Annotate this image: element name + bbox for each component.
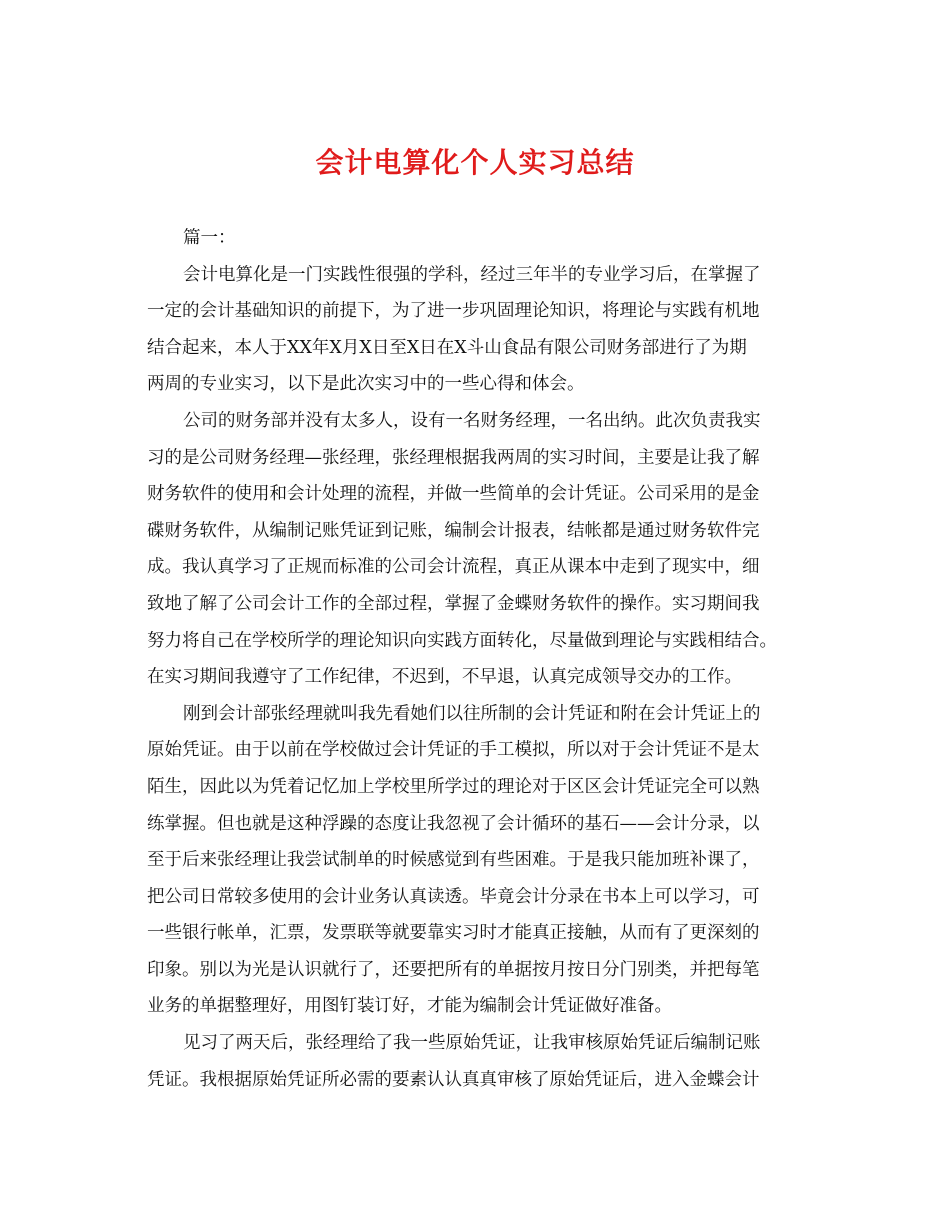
body-line: 会计电算化是一门实践性很强的学科，经过三年半的专业学习后，在掌握了 — [183, 264, 761, 285]
body-line: 刚到会计部张经理就叫我先看她们以往所制的会计凭证和附在会计凭证上的 — [183, 703, 761, 724]
body-line: 练掌握。但也就是这种浮躁的态度让我忽视了会计循环的基石——会计分录，以 — [147, 813, 760, 834]
body-line: 结合起来，本人于XX年X月X日至X日在X斗山食品有限公司财务部进行了为期 — [147, 337, 747, 358]
body-line: 一定的会计基础知识的前提下，为了进一步巩固理论知识，将理论与实践有机地 — [147, 301, 760, 322]
body-line: 印象。别以为光是认识就行了，还要把所有的单据按月按日分门别类，并把每笔 — [147, 959, 760, 980]
body-line: 碟财务软件，从编制记账凭证到记账，编制会计报表，结帐都是通过财务软件完 — [147, 520, 760, 541]
body-line: 一些银行帐单，汇票，发票联等就要靠实习时才能真正接触，从而有了更深刻的 — [147, 923, 760, 944]
section-label: 篇一： — [183, 228, 236, 248]
body-line: 把公司日常较多使用的会计业务认真读透。毕竟会计分录在书本上可以学习，可 — [147, 886, 760, 907]
body-line: 公司的财务部并没有太多人，设有一名财务经理，一名出纳。此次负责我实 — [183, 410, 761, 431]
body-line: 两周的专业实习，以下是此次实习中的一些心得和体会。 — [147, 374, 585, 395]
body-line: 凭证。我根据原始凭证所必需的要素认认真真审核了原始凭证后，进入金蝶会计 — [147, 1069, 760, 1090]
body-line: 原始凭证。由于以前在学校做过会计凭证的手工模拟，所以对于会计凭证不是太 — [147, 740, 760, 761]
body-line: 在实习期间我遵守了工作纪律，不迟到，不早退，认真完成领导交办的工作。 — [147, 667, 742, 688]
body-line: 成。我认真学习了正规而标准的公司会计流程，真正从课本中走到了现实中，细 — [147, 557, 760, 578]
body-line: 至于后来张经理让我尝试制单的时候感觉到有些困难。于是我只能加班补课了， — [147, 850, 760, 871]
document-body — [147, 220, 807, 1098]
body-line: 习的是公司财务经理—张经理，张经理根据我两周的实习时间，主要是让我了解 — [147, 447, 760, 468]
body-line: 业务的单据整理好，用图钉装订好，才能为编制会计凭证做好准备。 — [147, 996, 672, 1017]
body-line: 陌生，因此以为凭着记忆加上学校里所学过的理论对于区区会计凭证完全可以熟 — [147, 776, 760, 797]
body-line: 努力将自己在学校所学的理论知识向实践方面转化，尽量做到理论与实践相结合。 — [147, 630, 777, 651]
body-line: 见习了两天后，张经理给了我一些原始凭证，让我审核原始凭证后编制记账 — [183, 1033, 761, 1054]
document-title: 会计电算化个人实习总结 — [315, 146, 635, 179]
body-line: 财务软件的使用和会计处理的流程，并做一些简单的会计凭证。公司采用的是金 — [147, 484, 760, 505]
body-line: 致地了解了公司会计工作的全部过程，掌握了金蝶财务软件的操作。实习期间我 — [147, 593, 760, 614]
body-lines — [147, 257, 807, 1099]
